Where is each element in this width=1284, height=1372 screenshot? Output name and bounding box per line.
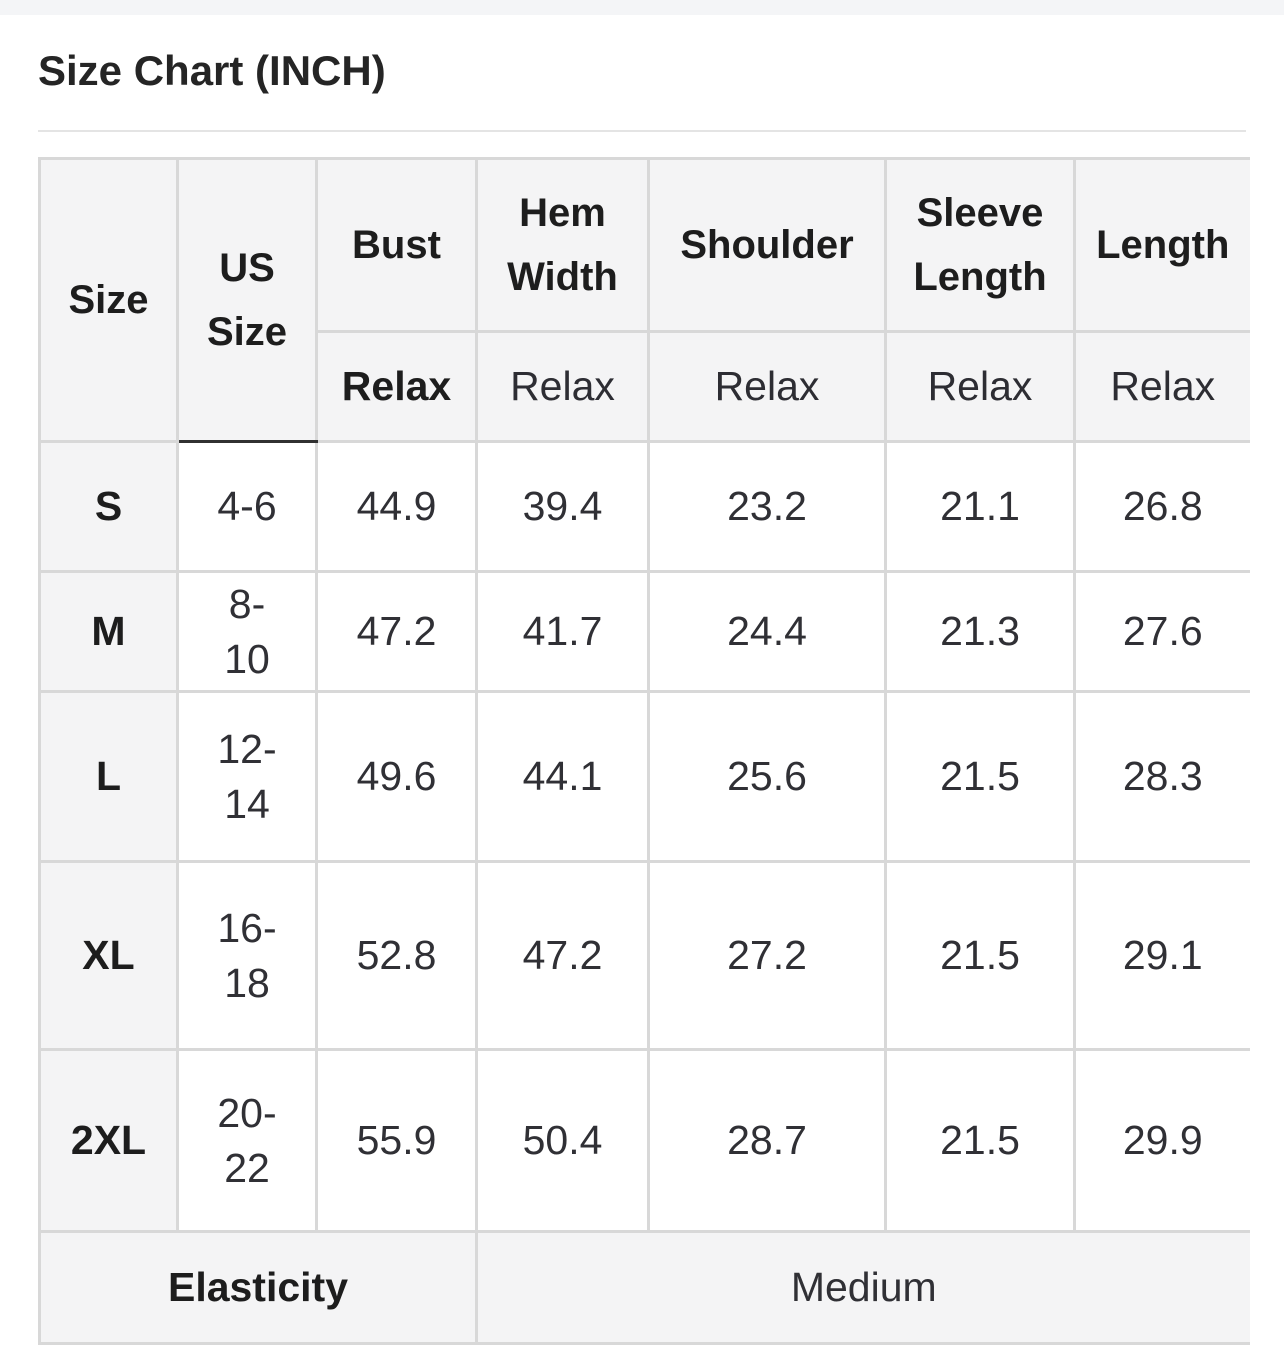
table-row-m — [40, 572, 1250, 692]
fit-label-length: Relax — [1075, 332, 1250, 442]
elasticity-label: Elasticity — [40, 1232, 477, 1344]
col-header-sleeve-length: Sleeve Length — [886, 159, 1075, 332]
shoulder-value: 27.2 — [649, 862, 886, 1050]
size-label: XL — [40, 862, 178, 1050]
fit-label-hem-width: Relax — [477, 332, 649, 442]
length-value: 28.3 — [1075, 692, 1250, 862]
col-header-us-size: US Size — [178, 159, 317, 442]
size-chart-title: Size Chart (INCH) — [38, 47, 386, 94]
col-header-length: Length — [1075, 159, 1250, 332]
hem-width-value: 41.7 — [477, 572, 649, 692]
title-divider — [38, 130, 1246, 132]
us-size-value: 12-14 — [178, 692, 317, 862]
size-label: S — [40, 442, 178, 572]
size-label: L — [40, 692, 178, 862]
sleeve-length-value: 21.1 — [886, 442, 1075, 572]
table-row-l — [40, 692, 1250, 862]
top-section-band — [0, 0, 1284, 15]
shoulder-value: 28.7 — [649, 1050, 886, 1232]
size-label: M — [40, 572, 178, 692]
table-row-2xl — [40, 1050, 1250, 1232]
bust-value: 44.9 — [317, 442, 477, 572]
elasticity-value: Medium — [477, 1232, 1250, 1344]
col-header-hem-width: Hem Width — [477, 159, 649, 332]
table-row-xl — [40, 862, 1250, 1050]
sleeve-length-value: 21.5 — [886, 862, 1075, 1050]
col-header-bust: Bust — [317, 159, 477, 332]
fit-label-shoulder: Relax — [649, 332, 886, 442]
sleeve-length-value: 21.5 — [886, 1050, 1075, 1232]
elasticity-row — [40, 1232, 1250, 1344]
shoulder-value: 25.6 — [649, 692, 886, 862]
fit-label-bust: Relax — [317, 332, 477, 442]
size-label: 2XL — [40, 1050, 178, 1232]
size-chart-section — [0, 47, 1284, 1345]
bust-value: 55.9 — [317, 1050, 477, 1232]
shoulder-value: 24.4 — [649, 572, 886, 692]
hem-width-value: 44.1 — [477, 692, 649, 862]
sleeve-length-value: 21.3 — [886, 572, 1075, 692]
hem-width-value: 50.4 — [477, 1050, 649, 1232]
col-header-size: Size — [40, 159, 178, 442]
col-header-shoulder: Shoulder — [649, 159, 886, 332]
shoulder-value: 23.2 — [649, 442, 886, 572]
hem-width-value: 39.4 — [477, 442, 649, 572]
length-value: 27.6 — [1075, 572, 1250, 692]
hem-width-value: 47.2 — [477, 862, 649, 1050]
header-row-main — [40, 159, 1250, 332]
bust-value: 52.8 — [317, 862, 477, 1050]
table-row-s — [40, 442, 1250, 572]
length-value: 29.1 — [1075, 862, 1250, 1050]
us-size-value: 4-6 — [178, 442, 317, 572]
us-size-value: 20-22 — [178, 1050, 317, 1232]
us-size-value: 8-10 — [178, 572, 317, 692]
bust-value: 47.2 — [317, 572, 477, 692]
length-value: 26.8 — [1075, 442, 1250, 572]
sleeve-length-value: 21.5 — [886, 692, 1075, 862]
us-size-value: 16-18 — [178, 862, 317, 1050]
size-chart-table — [38, 157, 1250, 1345]
bust-value: 49.6 — [317, 692, 477, 862]
length-value: 29.9 — [1075, 1050, 1250, 1232]
fit-label-sleeve-length: Relax — [886, 332, 1075, 442]
